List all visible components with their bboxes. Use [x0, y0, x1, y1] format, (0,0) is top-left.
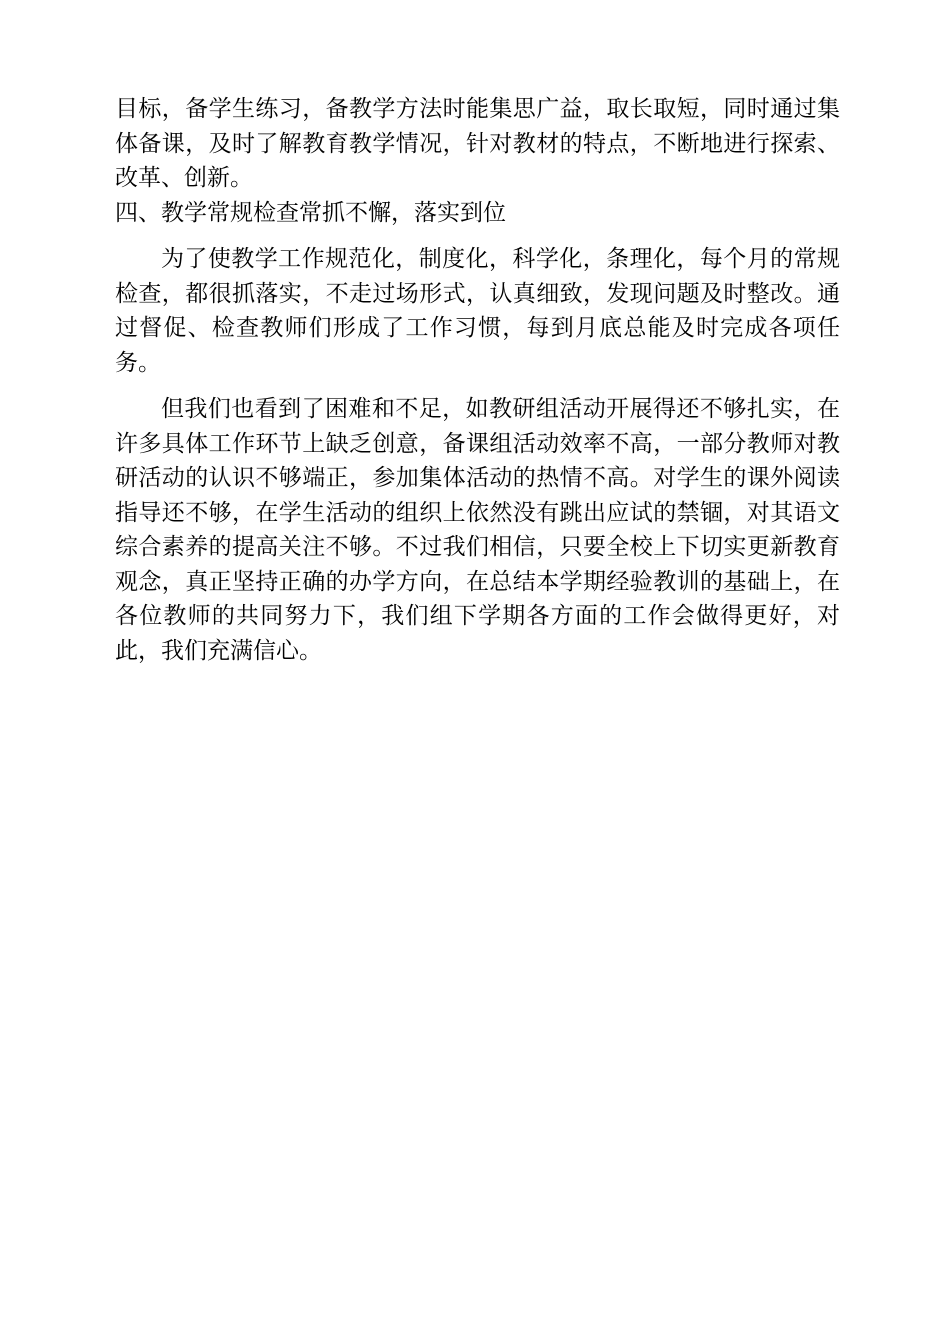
paragraph-shortcomings: 但我们也看到了困难和不足，如教研组活动开展得还不够扎实，在许多具体工作环节上缺乏创意，备课组活动效率不高，一部分教师对教研活动的认识不够端正，参加集体活动的热情不高。对学生的课外阅读指导还不够，在学生活动的组织上依然没有跳出应试的禁锢，对其语文综合素养的提高关注不够。不过我们相信，只要全校上下切实更新教育观念，真正坚持正确的办学方向，在总结本学期经验教训的基础上，在各位教师的共同努力下，我们组下学期各方面的工作会做得更好，对此，我们充满信心。: [115, 396, 840, 664]
paragraph-routine-inspection: 为了使教学工作规范化，制度化，科学化，条理化，每个月的常规检查，都很抓落实，不走过场形式，认真细致，发现问题及时整改。通过督促、检查教师们形成了工作习惯，每到月底总能及时完成各项任务。: [115, 246, 840, 376]
section-heading-four: 四、教学常规检查常抓不懈，落实到位: [115, 199, 506, 226]
document-body: [115, 92, 840, 668]
paragraph-continued: 目标，备学生练习，备教学方法时能集思广益，取长取短，同时通过集体备课，及时了解教育教学情况，针对教材的特点，不断地进行探索、改革、创新。: [115, 96, 840, 191]
